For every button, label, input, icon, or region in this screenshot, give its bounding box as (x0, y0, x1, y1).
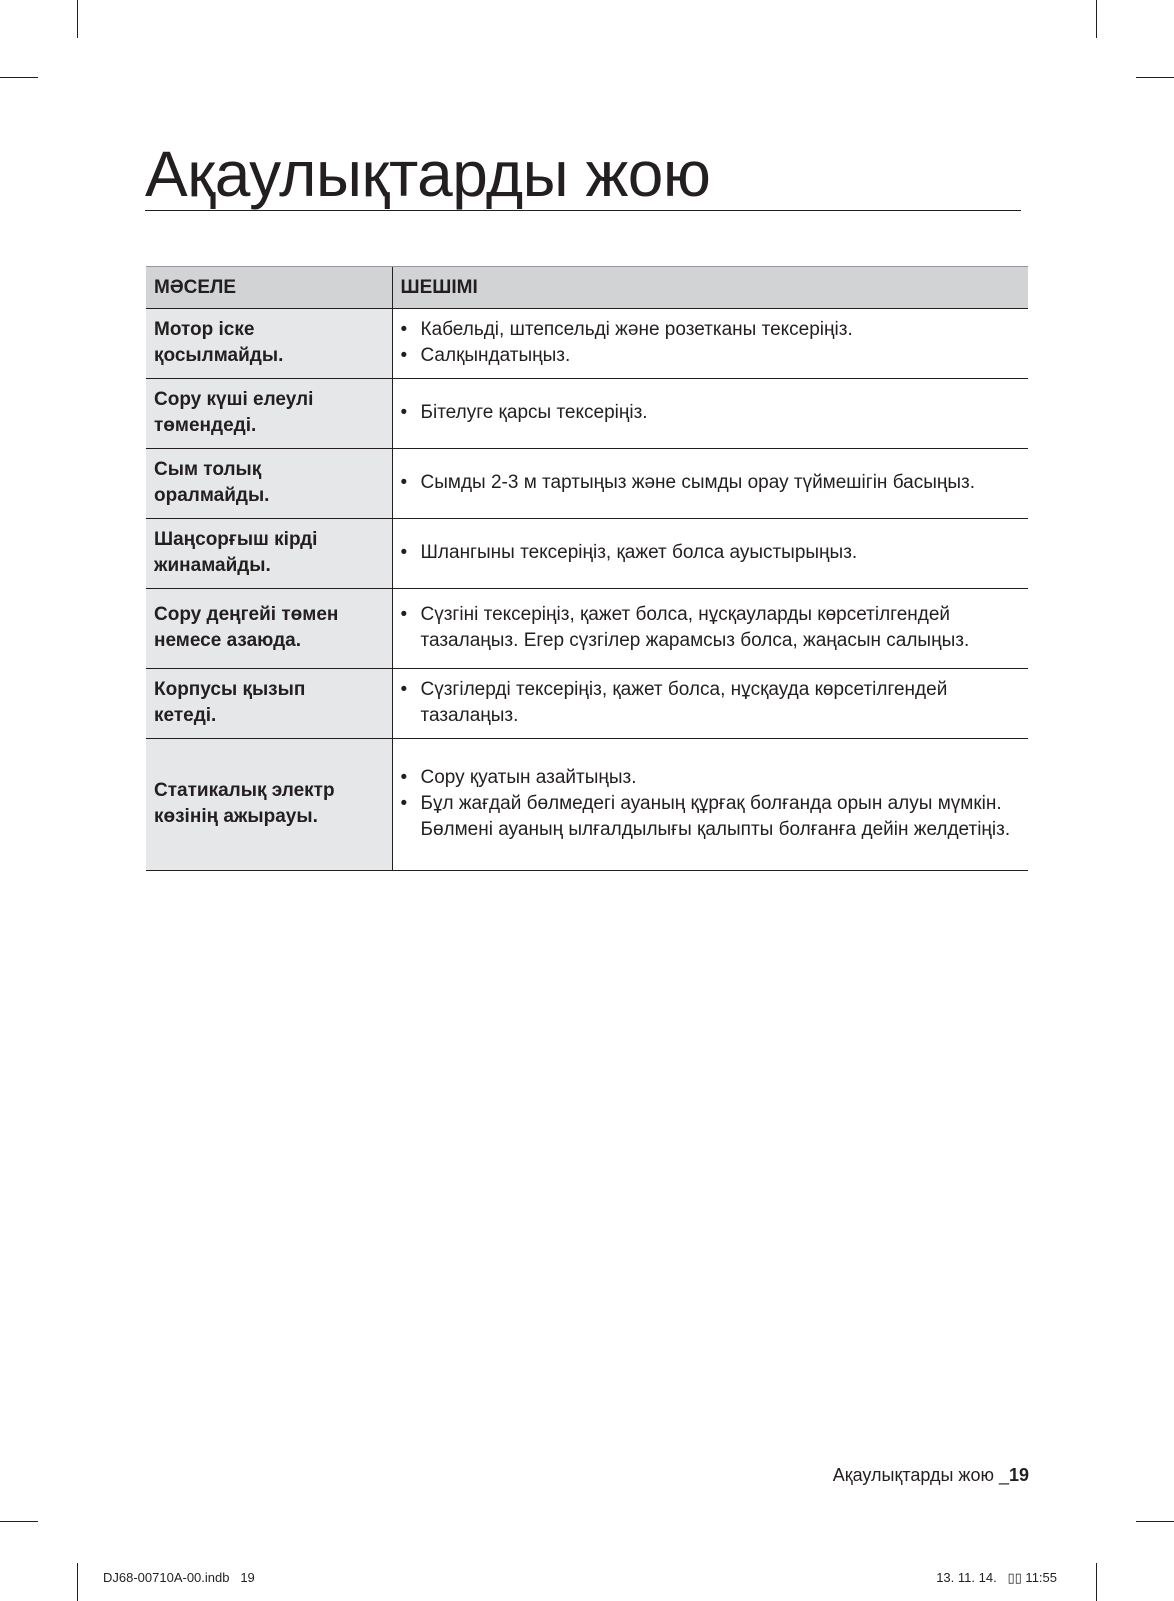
solution-cell (392, 379, 1028, 449)
solution-list (399, 765, 1021, 843)
crop-mark (77, 1563, 78, 1601)
crop-mark (1096, 0, 1097, 38)
problem-text: Шаңсорғыш кірді (154, 529, 318, 550)
problem-cell (146, 309, 392, 379)
problem-cell (146, 739, 392, 871)
problem-cell (146, 379, 392, 449)
table-row (146, 309, 1028, 379)
page-number: 19 (1008, 1465, 1029, 1485)
problem-text: оралмайды. (154, 485, 270, 506)
solution-item: • Бітелуге қарсы тексеріңіз. (399, 400, 1021, 426)
solution-list (399, 677, 1021, 729)
table-body (146, 309, 1028, 871)
print-slug-date: 13. 11. 14. ▯▯ 11:55 (936, 1570, 1057, 1585)
crop-mark (77, 0, 78, 38)
solution-cell (392, 449, 1028, 519)
solution-item: • Салқындатыңыз. (399, 343, 1021, 369)
solution-cell (392, 739, 1028, 871)
table-row (146, 449, 1028, 519)
solution-item: • Шлангыны тексеріңіз, қажет болса ауыстырыңыз. (399, 540, 1021, 566)
problem-text: Сору деңгейі төмен (154, 604, 339, 625)
table-row (146, 519, 1028, 589)
solution-item: • Сүзгілерді тексеріңіз, қажет болса, нұсқауда көрсетілгендей тазалаңыз. (399, 677, 1021, 729)
problem-text: Сору күші елеулі (154, 389, 314, 410)
crop-mark (1136, 1521, 1174, 1522)
problem-text: көзінің ажырауы. (154, 806, 318, 827)
problem-cell (146, 589, 392, 669)
page-footer (833, 1465, 1029, 1486)
problem-text: Статикалық электр (154, 780, 335, 801)
table-row (146, 669, 1028, 739)
solution-cell (392, 519, 1028, 589)
solution-item: • Бұл жағдай бөлмедегі ауаның құрғақ болғанда орын алуы мүмкін. (399, 791, 1021, 817)
solution-list (399, 400, 1021, 426)
header-problem: МӘСЕЛЕ (146, 267, 392, 309)
table-row (146, 739, 1028, 871)
problem-text: төмендеді. (154, 415, 257, 436)
header-solution: ШЕШІМІ (392, 267, 1028, 309)
problem-text: жинамайды. (154, 555, 271, 576)
crop-mark (1136, 77, 1174, 78)
solution-list (399, 317, 1021, 369)
problem-text: Сым толық (154, 459, 262, 480)
solution-item: Бөлмені ауаның ылғалдылығы қалыпты болғанға дейін желдетіңіз. (420, 819, 1011, 840)
solution-cell (392, 309, 1028, 379)
problem-text: қосылмайды. (154, 345, 284, 366)
problem-cell (146, 449, 392, 519)
title-rule (145, 210, 1021, 211)
solution-list (399, 602, 1021, 654)
problem-text: кетеді. (154, 705, 217, 726)
solution-item: • Сүзгіні тексеріңіз, қажет болса, нұсқауларды көрсетілгендей тазалаңыз. Егер сүзгілер жарамсыз болса, жаңасын салыңыз. (399, 602, 1021, 654)
footer-section-title: Ақаулықтарды жою _ (832, 1465, 1009, 1485)
crop-mark (0, 77, 38, 78)
print-slug-file: DJ68-00710A-00.indb 19 (103, 1570, 255, 1585)
crop-mark (1096, 1563, 1097, 1601)
problem-cell (146, 669, 392, 739)
solution-item: • Кабельді, штепсельді және розетканы тексеріңіз. (399, 317, 1021, 343)
problem-text: Корпусы қызып (154, 679, 306, 700)
solution-cell (392, 589, 1028, 669)
solution-list (399, 470, 1021, 496)
problem-cell (146, 519, 392, 589)
solution-cell (392, 669, 1028, 739)
page-title: Ақаулықтарды жою (145, 138, 711, 210)
problem-text: немесе азаюда. (154, 630, 302, 651)
table-row (146, 379, 1028, 449)
table-header-row (146, 267, 1028, 309)
solution-list (399, 540, 1021, 566)
table-row (146, 589, 1028, 669)
solution-item: • Сымды 2-3 м тартыңыз және сымды орау түймешігін басыңыз. (399, 470, 1021, 496)
crop-mark (0, 1521, 38, 1522)
problem-text: Мотор іске (154, 319, 255, 340)
solution-item: • Сору қуатын азайтыңыз. (399, 765, 1021, 791)
troubleshooting-table (146, 266, 1028, 871)
